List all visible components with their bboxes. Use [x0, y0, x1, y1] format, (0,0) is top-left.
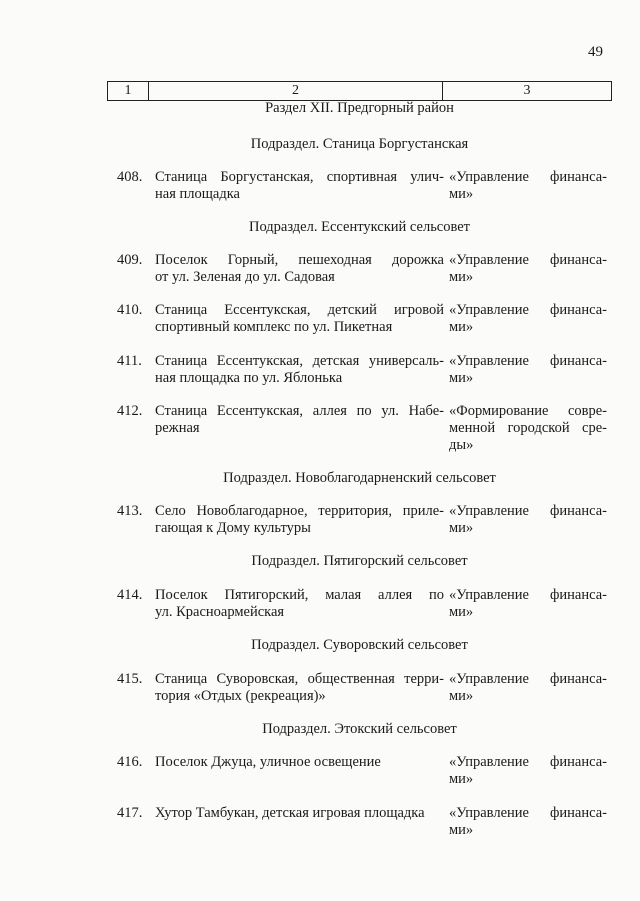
- header-col-1: 1: [124, 83, 132, 98]
- row-description: [155, 671, 444, 705]
- program-line: «Управление финанса-: [449, 353, 607, 369]
- program-line: ми»: [449, 186, 474, 202]
- row-number: 414.: [117, 587, 143, 603]
- subsection-title: Подраздел. Новоблагодарненский сельсовет: [223, 470, 496, 486]
- description-line: спортивный комплекс по ул. Пикетная: [155, 319, 393, 335]
- row-program: [449, 587, 607, 621]
- description-line: Хутор Тамбукан, детская игровая площадка: [155, 805, 425, 821]
- row-number: 408.: [117, 169, 143, 185]
- page-number: 49: [588, 44, 603, 60]
- row-program: [449, 252, 607, 286]
- table-header: [107, 81, 612, 101]
- program-line: ми»: [449, 370, 474, 386]
- program-line: «Управление финанса-: [449, 805, 607, 821]
- row-program: [449, 805, 607, 839]
- program-line: «Управление финанса-: [449, 252, 607, 268]
- row-description: [155, 403, 444, 437]
- program-line: ми»: [449, 269, 474, 285]
- row-description: [155, 302, 444, 336]
- description-line: Станица Ессентукская, аллея по ул. Набе-: [155, 403, 444, 419]
- row-program: [449, 169, 607, 203]
- description-line: гающая к Дому культуры: [155, 520, 311, 536]
- program-line: «Управление финанса-: [449, 503, 607, 519]
- program-line: «Управление финанса-: [449, 671, 607, 687]
- row-number: 415.: [117, 671, 143, 687]
- row-description: [155, 353, 444, 387]
- header-col-3: 3: [442, 82, 611, 100]
- program-line: «Управление финанса-: [449, 302, 607, 318]
- program-line: ми»: [449, 822, 474, 838]
- description-line: Станица Суворовская, общественная терри-: [155, 671, 444, 687]
- subsection-title: Подраздел. Станица Боргустанская: [250, 136, 469, 152]
- program-line: ми»: [449, 688, 474, 704]
- row-description: [155, 169, 444, 203]
- row-description: [155, 754, 444, 771]
- row-program: [449, 671, 607, 705]
- row-number: 409.: [117, 252, 143, 268]
- subsection-title: Подраздел. Ессентукский сельсовет: [248, 219, 471, 235]
- program-line: ми»: [449, 520, 474, 536]
- program-line: «Управление финанса-: [449, 169, 607, 185]
- row-program: [449, 353, 607, 387]
- description-line: ная площадка: [155, 186, 240, 202]
- description-line: Поселок Джуца, уличное освещение: [155, 754, 381, 770]
- description-line: тория «Отдых (рекреация)»: [155, 688, 326, 704]
- description-line: ная площадка по ул. Яблонька: [155, 370, 343, 386]
- program-line: «Формирование совре-: [449, 403, 607, 419]
- program-line: ми»: [449, 604, 474, 620]
- description-line: Поселок Горный, пешеходная дорожка: [155, 252, 444, 268]
- subsection-title: Подраздел. Этокский сельсовет: [262, 721, 457, 737]
- row-number: 412.: [117, 403, 143, 419]
- description-line: Поселок Пятигорский, малая аллея по: [155, 587, 444, 603]
- row-program: [449, 754, 607, 788]
- row-program: [449, 302, 607, 336]
- subsection-title: Подраздел. Суворовский сельсовет: [251, 637, 468, 653]
- section-title: Раздел XII. Предгорный район: [265, 100, 454, 116]
- description-line: от ул. Зеленая до ул. Садовая: [155, 269, 335, 285]
- subsection-title: Подраздел. Пятигорский сельсовет: [251, 553, 468, 569]
- row-number: 410.: [117, 302, 143, 318]
- program-line: «Управление финанса-: [449, 754, 607, 770]
- row-description: [155, 805, 444, 822]
- program-line: ми»: [449, 319, 474, 335]
- row-number: 413.: [117, 503, 143, 519]
- row-description: [155, 587, 444, 621]
- description-line: Станица Ессентукская, детская универсаль-: [155, 353, 444, 369]
- row-number: 417.: [117, 805, 143, 821]
- description-line: Село Новоблагодарное, территория, приле-: [155, 503, 444, 519]
- row-number: 411.: [117, 353, 142, 369]
- row-program: [449, 403, 607, 454]
- row-description: [155, 252, 444, 286]
- program-line: ми»: [449, 771, 474, 787]
- description-line: Станица Боргустанская, спортивная улич-: [155, 169, 444, 185]
- row-program: [449, 503, 607, 537]
- program-line: «Управление финанса-: [449, 587, 607, 603]
- program-line: ды»: [449, 437, 474, 453]
- description-line: ул. Красноармейская: [155, 604, 285, 620]
- program-line: менной городской сре-: [449, 420, 607, 436]
- header-col-2: 2: [148, 82, 442, 100]
- description-line: Станица Ессентукская, детский игровой: [155, 302, 444, 318]
- description-line: режная: [155, 420, 200, 436]
- row-number: 416.: [117, 754, 143, 770]
- row-description: [155, 503, 444, 537]
